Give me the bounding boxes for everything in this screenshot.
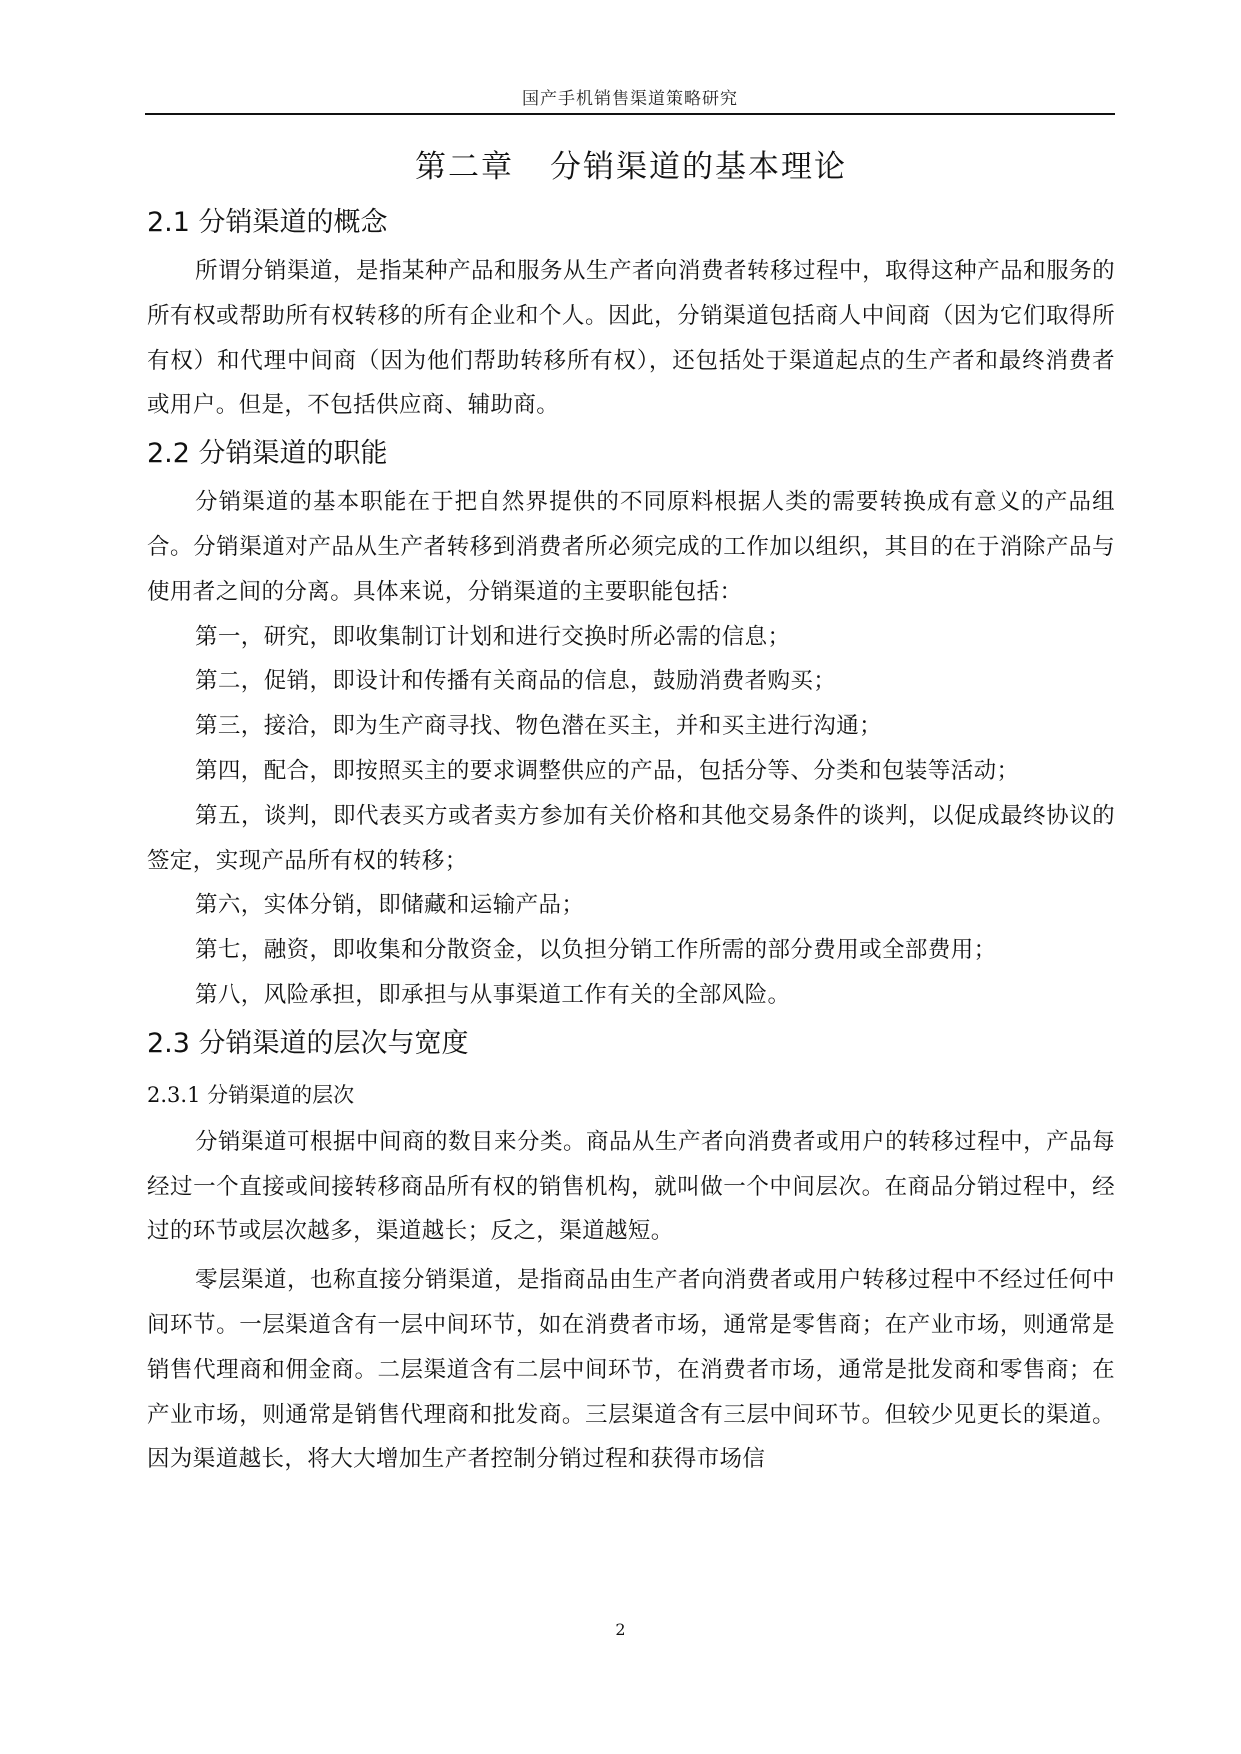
paragraph: 零层渠道，也称直接分销渠道，是指商品由生产者向消费者或用户转移过程中不经过任何中间环节。一层渠道含有一层中间环节，如在消费者市场，通常是零售商；在产业市场，则通常是销售代理商和佣金商。二层渠道含有二层中间环节，在消费者市场，通常是批发商和零售商；在产业市场，则通常是销售代理商和批发商。三层渠道含有三层中间环节。但较少见更长的渠道。因为渠道越长，将大大增加生产者控制分销过程和获得市场信: [147, 1267, 1115, 1473]
section-heading-2-2: 2.2 分销渠道的职能: [147, 438, 388, 470]
function-item: 第三，接洽，即为生产商寻找、物色潜在买主，并和买主进行沟通；: [195, 713, 883, 740]
function-item: 第八，风险承担，即承担与从事渠道工作有关的全部风险。: [195, 981, 791, 1008]
function-item: 第六，实体分销，即储藏和运输产品；: [195, 892, 585, 919]
function-item: 第四，配合，即按照买主的要求调整供应的产品，包括分等、分类和包装等活动；: [195, 757, 1020, 784]
section-heading-2-1: 2.1 分销渠道的概念: [147, 207, 388, 238]
paragraph: 分销渠道可根据中间商的数目来分类。商品从生产者向消费者或用户的转移过程中，产品每经过一个直接或间接转移商品所有权的销售机构，就叫做一个中间层次。在商品分销过程中，经过的环节或层次越多，渠道越长；反之，渠道越短。: [147, 1128, 1115, 1245]
chapter-title: [147, 142, 1115, 192]
function-item: 第五，谈判，即代表买方或者卖方参加有关价格和其他交易条件的谈判，以促成最终协议的签定，实现产品所有权的转移；: [147, 802, 1115, 874]
paragraph: 所谓分销渠道，是指某种产品和服务从生产者向消费者转移过程中，取得这种产品和服务的所有权或帮助所有权转移的所有企业和个人。因此，分销渠道包括商人中间商（因为它们取得所有权）和代理中间商（因为他们帮助转移所有权），还包括处于渠道起点的生产者和最终消费者或用户。但是，不包括供应商、辅助商。: [147, 258, 1115, 419]
page-content: [147, 142, 1115, 1482]
function-item: 第一，研究，即收集制订计划和进行交换时所必需的信息；: [195, 623, 791, 650]
function-item: 第二，促销，即设计和传播有关商品的信息，鼓励消费者购买；: [195, 668, 837, 695]
page-number: 2: [615, 1620, 626, 1639]
header-rule: [145, 113, 1115, 115]
function-item: 第七，融资，即收集和分散资金，以负担分销工作所需的部分费用或全部费用；: [195, 937, 997, 964]
running-header: 国产手机销售渠道策略研究: [522, 89, 738, 109]
chapter-name: 分销渠道的基本理论: [550, 149, 847, 185]
chapter-number: 第二章: [415, 149, 514, 185]
section-heading-2-3: 2.3 分销渠道的层次与宽度: [147, 1027, 469, 1059]
subsection-heading-2-3-1: 2.3.1 分销渠道的层次: [147, 1082, 355, 1107]
paragraph: 分销渠道的基本职能在于把自然界提供的不同原料根据人类的需要转换成有意义的产品组合。分销渠道对产品从生产者转移到消费者所必须完成的工作加以组织，其目的在于消除产品与使用者之间的分离。具体来说，分销渠道的主要职能包括：: [147, 489, 1115, 605]
